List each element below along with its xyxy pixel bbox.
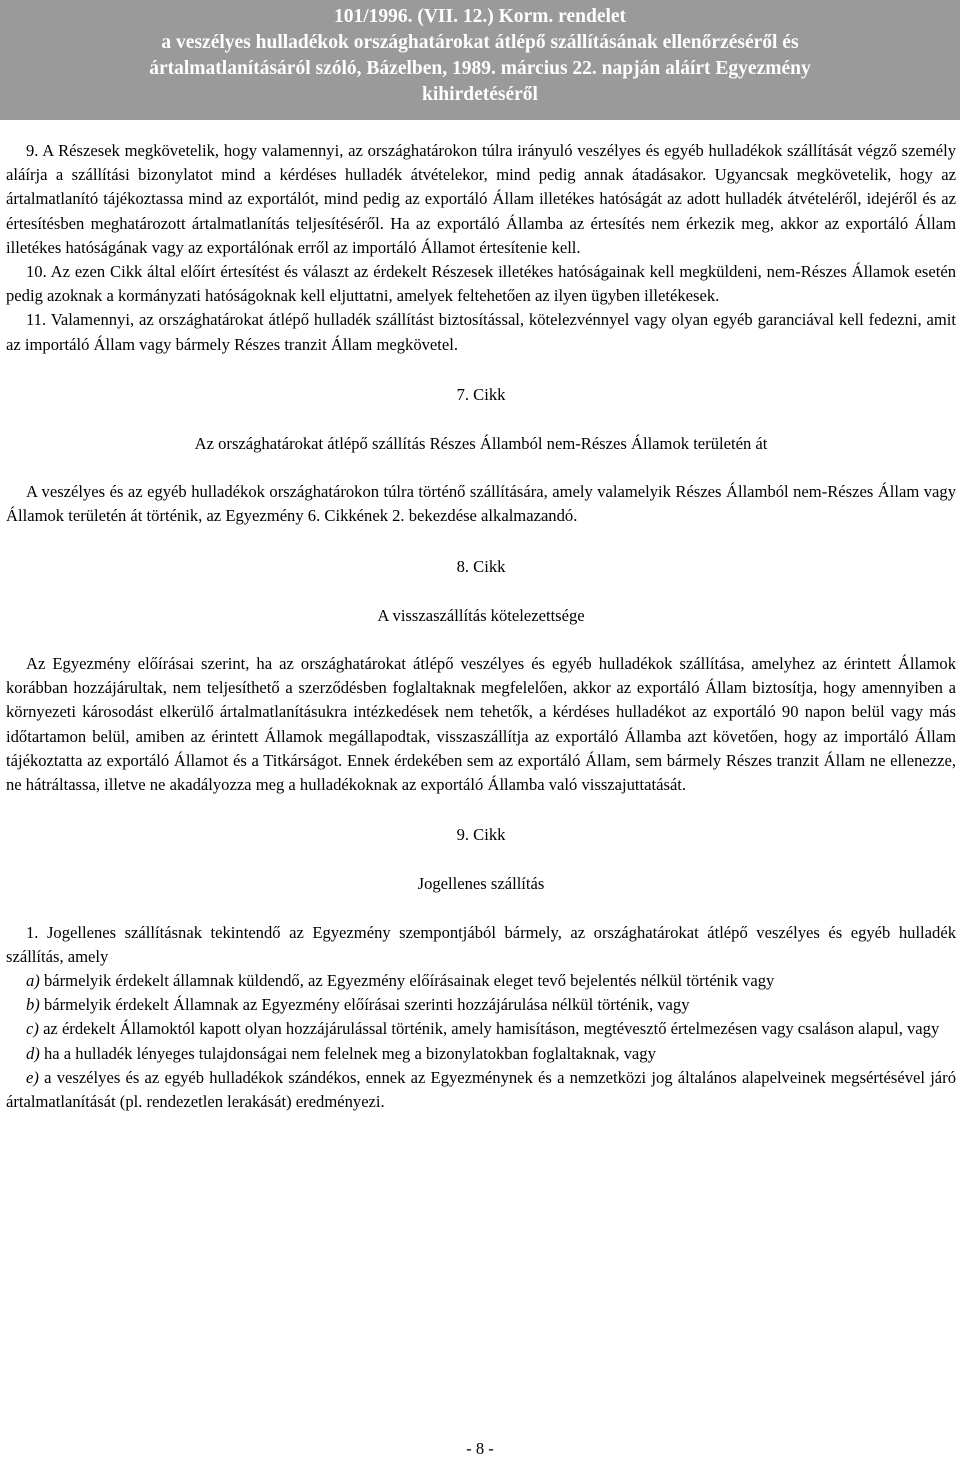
list-item (6, 993, 956, 1017)
list-item-text: ha a hulladék lényeges tulajdonságai nem felelnek meg a bizonylatokban foglaltaknak, vagy (43, 1043, 656, 1063)
paragraph-11: 11. Valamennyi, az országhatárokat átlépő hulladék szállítást biztosítással, kötelezvénnyel vagy olyan egyéb garanciával kell fedezni, amit az importáló Állam vagy bármely Részes tranzit Állam megkövetel. (6, 310, 956, 354)
article-8-title: A visszaszállítás kötelezettsége (377, 605, 585, 625)
article-9-title: Jogellenes szállítás (417, 874, 545, 894)
header-title-line-2: a veszélyes hulladékok országhatárokat átlépő szállításának ellenőrzéséről és (161, 32, 799, 53)
document-header (0, 0, 960, 120)
article-8-heading: 8. Cikk (456, 556, 506, 576)
article-9-heading: 9. Cikk (456, 825, 506, 845)
list-item (6, 1042, 956, 1066)
list-item (6, 1066, 956, 1114)
list-item-label: e) (26, 1067, 39, 1087)
list-item-text: bármelyik érdekelt államnak küldendő, az Egyezmény előírásainak eleget tevő bejelentés nélkül történik vagy (43, 971, 775, 991)
header-title-line-1: 101/1996. (VII. 12.) Korm. rendelet (333, 6, 627, 27)
list-item-text: bármelyik érdekelt Államnak az Egyezmény előírásai szerinti hozzájárulása nélkül történik, vagy (43, 995, 690, 1015)
article-7-heading: 7. Cikk (456, 384, 506, 404)
header-title-line-3: ártalmatlanításáról szóló, Bázelben, 1989. március 22. napján aláírt Egyezmény (149, 58, 811, 79)
list-item-label: b) (26, 995, 40, 1015)
list-item-label: a) (26, 971, 40, 991)
list-item-text: az érdekelt Államoktól kapott olyan hozzájárulással történik, amely hamisításon, megtévesztő értelmezésen vagy csaláson alapul, vagy (43, 1019, 940, 1039)
list-item (6, 1017, 956, 1041)
paragraph-10: 10. Az ezen Cikk által előírt értesítést és választ az érdekelt Részesek illetékes hatóságainak kell megküldeni, nem-Részes Államok esetén pedig azoknak a kormányzati hatóságoknak kell eljuttatni, amelyek feltehetően az ilyen ügyben illetékesek. (6, 262, 956, 306)
article-7-title: Az országhatárokat átlépő szállítás Részes Államból nem-Részes Államok területén át (194, 434, 768, 454)
list-item (6, 969, 956, 993)
paragraph-9: 9. A Részesek megkövetelik, hogy valamennyi, az országhatárokon túlra irányuló veszélyes és egyéb hulladékok szállítását végző személy aláírja a szállítási bizonylatot mind a kérdéses hulladék átvételekor, mind pedig annak átadásakor. Ugyancsak megkövetelik, hogy az ártalmatlanító tájékoztassa mind az exportálót, mind pedig az exportáló Állam illetékes hatóságát az adott hulladék átvételéről, idejéről és az értesítésben meghatározott ártalmatlanítás teljesítéséről. Ha az exportáló Államba az értesítés nem érkezik meg, akkor az exportáló Állam illetékes hatóságának vagy az exportálónak erről az importáló Államot értesítenie kell. (6, 141, 956, 257)
article-8-text: Az Egyezmény előírásai szerint, ha az országhatárokat átlépő veszélyes és egyéb hulladékok szállítása, amelyhez az érintett Államok korábban hozzájárultak, nem teljesíthető a szerződésben foglaltaknak megfelelően, akkor az exportáló Állam biztosítja, hogy amennyiben a környezeti károsodást elkerülő ártalmatlanításukra intézkedések nem tehetők, a kérdéses hulladékot az exportáló 90 napon belül vagy más időtartamon belül, amiben az érintett Államok megállapodtak, visszaszállítja az exportáló Államba azt követően, hogy az importáló Állam tájékoztatta az exportáló Államot és a Titkárságot. Ennek érdekében sem az exportáló Állam, sem bármely Részes tranzit Állam ne ellenezze, ne hátráltassa, illetve ne akadályozza meg a hulladékoknak az exportáló Államba való visszajuttatását. (6, 654, 956, 795)
list-item-label: c) (26, 1019, 39, 1039)
document-body (6, 139, 956, 1114)
header-title-line-4: kihirdetéséről (422, 84, 538, 105)
article-9-paragraph-1: 1. Jogellenes szállításnak tekintendő az Egyezmény szempontjából bármely, az országhatárokat átlépő veszélyes és egyéb hulladék szállítás, amely (6, 922, 956, 966)
list-item-text: a veszélyes és az egyéb hulladékok szándékos, ennek az Egyezménynek és a nemzetközi jog általános alapelveinek megsértésével járó ártalmatlanítását (pl. rendezetlen lerakását) eredményezi. (6, 1067, 956, 1112)
list-item-label: d) (26, 1043, 40, 1063)
article-7-text: A veszélyes és az egyéb hulladékok országhatárokon túlra történő szállítására, amely valamelyik Részes Államból nem-Részes Állam vagy Államok területén át történik, az Egyezmény 6. Cikkének 2. bekezdése alkalmazandó. (6, 482, 956, 526)
page-number: - 8 - (466, 1439, 494, 1458)
